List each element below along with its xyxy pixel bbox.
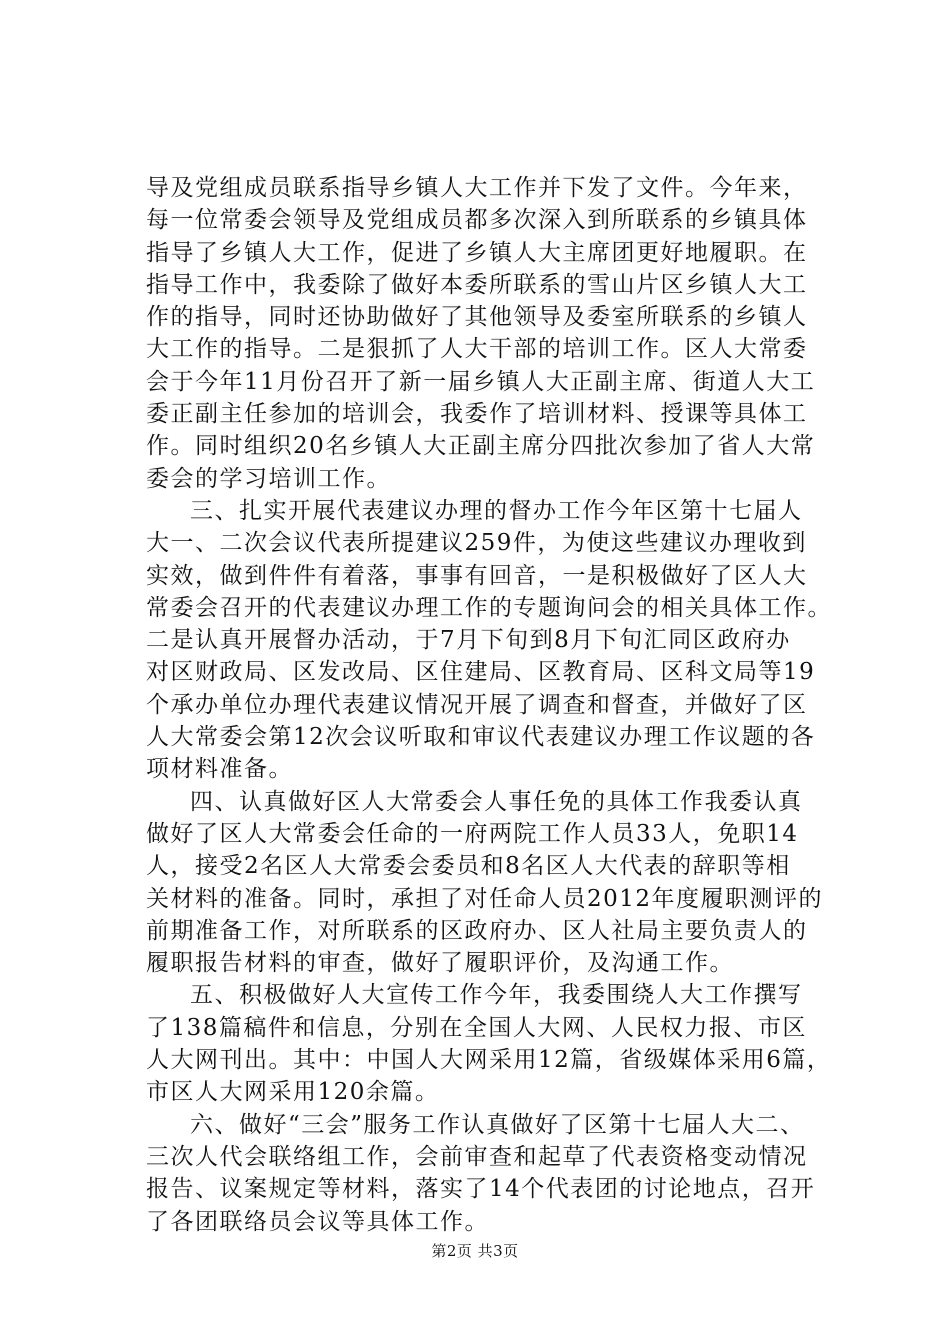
- text-line: 对区财政局、区发改局、区住建局、区教育局、区科文局等19: [146, 659, 816, 686]
- text-line: 人大网刊出。其中：中国人大网采用12篇，省级媒体采用6篇，: [146, 1047, 832, 1074]
- text-line: 每一位常委会领导及党组成员都多次深入到所联系的乡镇具体: [146, 207, 808, 234]
- text-line: 导及党组成员联系指导乡镇人大工作并下发了文件。今年来，: [146, 175, 808, 201]
- text-line: 人大常委会第12次会议听取和审议代表建议办理工作议题的各: [146, 724, 816, 751]
- text-line: 委会的学习培训工作。: [146, 465, 391, 492]
- page-footer: 第2页 共3页: [431, 1242, 519, 1260]
- text-line: 作。同时组织20名乡镇人大正副主席分四批次参加了省人大常: [146, 433, 816, 460]
- text-line: 大工作的指导。二是狠抓了人大干部的培训工作。区人大常委: [146, 336, 808, 363]
- text-line: 指导了乡镇人大工作，促进了乡镇人大主席团更好地履职。在: [146, 239, 808, 266]
- text-line: 了各团联络员会议等具体工作。: [146, 1208, 489, 1235]
- document-body: [146, 172, 832, 1238]
- text-line: 三次人代会联络组工作，会前审查和起草了代表资格变动情况: [146, 1143, 808, 1170]
- paragraph-first-line: 五、积极做好人大宣传工作今年，我委围绕人大工作撰写: [190, 982, 803, 1009]
- text-line: 个承办单位办理代表建议情况开展了调查和督查，并做好了区: [146, 691, 808, 718]
- text-line: 二是认真开展督办活动，于7月下旬到8月下旬汇同区政府办: [146, 627, 791, 654]
- text-line: 人，接受2名区人大常委会委员和8名区人大代表的辞职等相: [146, 853, 791, 880]
- text-line: 市区人大网采用120余篇。: [146, 1079, 440, 1106]
- text-line: 做好了区人大常委会任命的一府两院工作人员33人，免职14: [146, 820, 799, 847]
- text-line: 会于今年11月份召开了新一届乡镇人大正副主席、街道人大工: [146, 368, 816, 395]
- text-line: 实效，做到件件有着落，事事有回音，一是积极做好了区人大: [146, 562, 808, 589]
- paragraph-first-line: 六、做好“三会”服务工作认真做好了区第十七届人大二、: [190, 1111, 805, 1138]
- text-line: 关材料的准备。同时，承担了对任命人员2012年度履职测评的: [146, 885, 824, 912]
- text-line: 作的指导，同时还协助做好了其他领导及委室所联系的乡镇人: [146, 304, 808, 331]
- paragraph-first-line: 四、认真做好区人大常委会人事任免的具体工作我委认真: [190, 788, 803, 815]
- text-line: 指导工作中，我委除了做好本委所联系的雪山片区乡镇人大工: [146, 271, 808, 298]
- text-line: 了138篇稿件和信息，分别在全国人大网、人民权力报、市区: [146, 1014, 807, 1041]
- text-line: 履职报告材料的审查，做好了履职评价，及沟通工作。: [146, 950, 734, 977]
- text-line: 报告、议案规定等材料，落实了14个代表团的讨论地点，召开: [146, 1176, 816, 1203]
- paragraph-first-line: 三、扎实开展代表建议办理的督办工作今年区第十七届人: [190, 497, 803, 524]
- text-line: 委正副主任参加的培训会，我委作了培训材料、授课等具体工: [146, 401, 808, 428]
- text-line: 项材料准备。: [146, 756, 293, 783]
- text-line: 大一、二次会议代表所提建议259件，为使这些建议办理收到: [146, 530, 807, 557]
- text-line: 常委会召开的代表建议办理工作的专题询问会的相关具体工作。: [146, 594, 832, 621]
- text-line: 前期准备工作，对所联系的区政府办、区人社局主要负责人的: [146, 917, 808, 944]
